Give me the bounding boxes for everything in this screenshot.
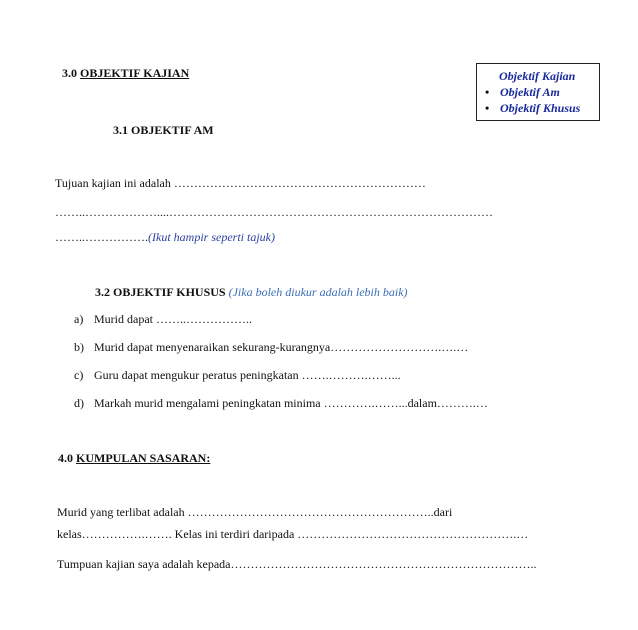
section-3-heading xyxy=(62,66,189,81)
objektif-khusus-item xyxy=(74,368,401,383)
item-marker: d) xyxy=(74,396,84,410)
objektif-khusus-item xyxy=(74,340,468,355)
section-3-number: 3.0 xyxy=(62,66,77,80)
summary-box-item xyxy=(485,100,580,116)
sasaran-line-1: Murid yang terlibat adalah ……………………………………………………..dari xyxy=(57,505,453,519)
objektif-am-line-3-dots: ……..……………. xyxy=(55,230,148,244)
objektif-am-note: (Ikut hampir seperti tajuk) xyxy=(148,230,275,244)
sasaran-line-3: Tumpuan kajian saya adalah kepada………………………………………………………………….. xyxy=(57,557,537,571)
item-marker: b) xyxy=(74,340,84,354)
item-marker: c) xyxy=(74,368,84,382)
objectives-summary-box xyxy=(476,63,600,121)
section-4-number: 4.0 xyxy=(58,451,73,465)
section-4-title: KUMPULAN SASARAN: xyxy=(76,451,211,465)
sasaran-line-2: kelas…………….……. Kelas ini terdiri daripada ……………………………………………….… xyxy=(57,527,529,541)
item-text: Guru dapat mengukur peratus peningkatan …….……….……... xyxy=(94,368,401,382)
summary-box-item-label: Objektif Am xyxy=(500,85,560,99)
objektif-khusus-item xyxy=(74,312,252,327)
objektif-am-line-1: Tujuan kajian ini adalah ……………………………………………………… xyxy=(55,176,426,190)
summary-box-item-label: Objektif Khusus xyxy=(500,101,581,115)
summary-box-item xyxy=(485,84,580,100)
item-text: Markah murid mengalami peningkatan minima ………….……...dalam……….… xyxy=(94,396,488,410)
summary-box-list xyxy=(485,84,580,116)
section-4-heading xyxy=(58,451,210,466)
subsection-3-2-hint: (Jika boleh diukur adalah lebih baik) xyxy=(228,285,408,299)
section-3-title: OBJEKTIF KAJIAN xyxy=(80,66,190,80)
bullet-icon: • xyxy=(485,85,490,99)
subsection-3-1-heading: 3.1 OBJEKTIF AM xyxy=(113,123,214,137)
item-text: Murid dapat menyenaraikan sekurang-kurangnya……………………….….… xyxy=(94,340,469,354)
bullet-icon: • xyxy=(485,101,490,115)
objektif-khusus-item xyxy=(74,396,488,411)
summary-box-title: Objektif Kajian xyxy=(499,69,576,83)
item-text: Murid dapat ……..…………….. xyxy=(94,312,252,326)
objektif-am-line-3 xyxy=(55,230,275,245)
subsection-3-2-title: 3.2 OBJEKTIF KHUSUS xyxy=(95,285,226,299)
item-marker: a) xyxy=(74,312,84,326)
subsection-3-2-heading xyxy=(95,285,408,300)
objektif-am-line-2: ……..………………....……………………………………………………………………… xyxy=(55,205,493,219)
